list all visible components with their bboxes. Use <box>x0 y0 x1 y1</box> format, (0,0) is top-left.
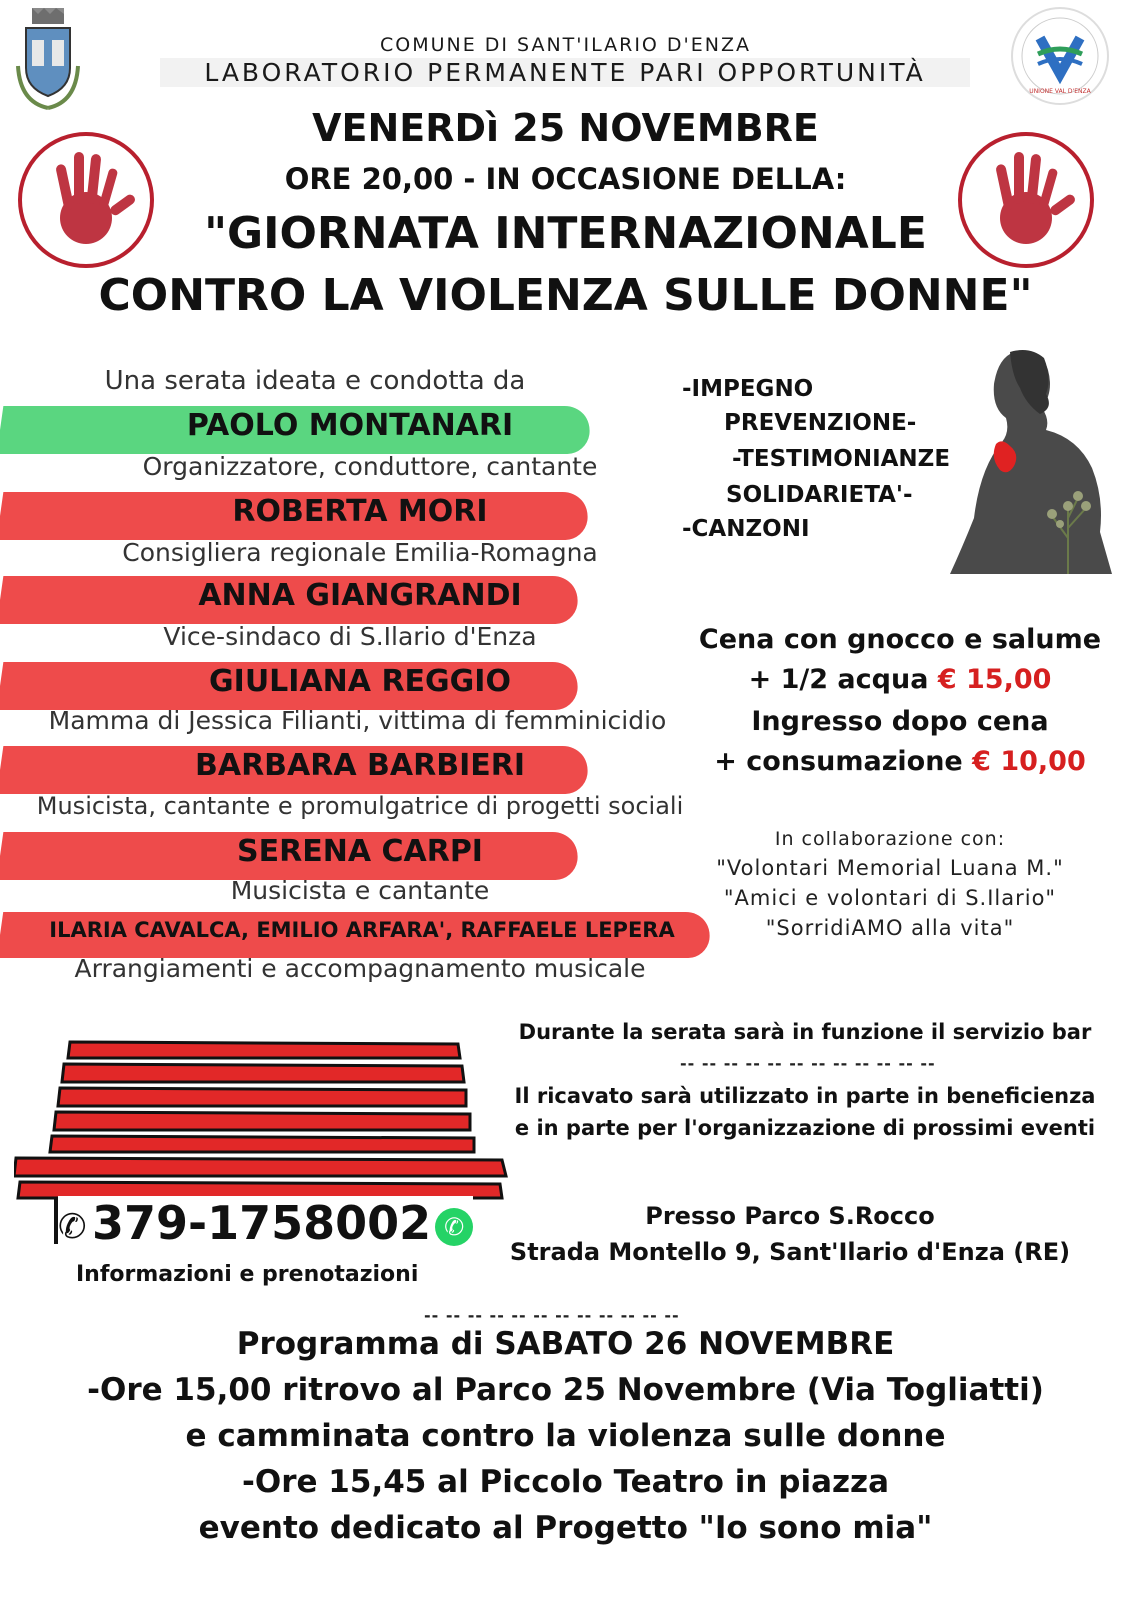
theme-item: SOLIDARIETA'- <box>726 482 913 508</box>
speaker-role: Arrangiamenti e accompagnamento musicale <box>74 954 646 983</box>
speaker-role: Vice-sindaco di S.Ilario d'Enza <box>163 622 537 651</box>
event-title-line1: "GIORNATA INTERNAZIONALE <box>204 208 927 259</box>
speaker-role: Consigliera regionale Emilia-Romagna <box>122 538 598 567</box>
saturday-line3: -Ore 15,45 al Piccolo Teatro in piazza <box>241 1464 890 1500</box>
theme-item: -CANZONI <box>682 516 810 542</box>
theme-item: -IMPEGNO <box>682 376 814 402</box>
speaker-name: ANNA GIANGRANDI <box>198 578 522 613</box>
speaker-name: ROBERTA MORI <box>232 494 488 529</box>
saturday-line1: -Ore 15,00 ritrovo al Parco 25 Novembre (Via Togliatti) <box>87 1372 1044 1408</box>
intro-text: Una serata ideata e condotta da <box>104 366 526 396</box>
speaker-name: ILARIA CAVALCA, EMILIO ARFARA', RAFFAELE LEPERA <box>49 918 675 942</box>
bar-info-line1: Durante la serata sarà in funzione il servizio bar <box>518 1020 1092 1044</box>
lab-name: LABORATORIO PERMANENTE PARI OPPORTUNITÀ <box>160 58 970 87</box>
bar-info-line2: Il ricavato sarà utilizzato in parte in beneficienza <box>514 1084 1096 1108</box>
price-line-entry: Ingresso dopo cena <box>751 706 1049 737</box>
speaker-role: Organizzatore, conduttore, cantante <box>142 452 598 481</box>
partner-item: "Amici e volontari di S.Ilario" <box>723 886 1057 910</box>
event-title-line2: CONTRO LA VIOLENZA SULLE DONNE" <box>98 270 1033 321</box>
saturday-heading: Programma di SABATO 26 NOVEMBRE <box>236 1326 895 1362</box>
saturday-line4: evento dedicato al Progetto "Io sono mia" <box>198 1510 933 1546</box>
price-entry-amount: € 10,00 <box>972 746 1086 777</box>
theme-item: -TESTIMONIANZE <box>732 446 951 472</box>
price-entry-desc: + consumazione <box>714 746 963 777</box>
event-time: ORE 20,00 - IN OCCASIONE DELLA: <box>284 162 847 196</box>
woman-silhouette-illustration <box>950 348 1128 590</box>
location-line2: Strada Montello 9, Sant'Ilario d'Enza (RE) <box>509 1238 1071 1266</box>
separator: -- -- -- -- -- -- -- -- -- -- -- -- <box>680 1054 936 1073</box>
theme-item: PREVENZIONE- <box>724 410 917 436</box>
speaker-name: GIULIANA REGGIO <box>209 664 511 699</box>
partner-item: "SorridiAMO alla vita" <box>765 916 1015 940</box>
contact-caption: Informazioni e prenotazioni <box>76 1262 419 1287</box>
unione-val-enza-logo <box>1008 4 1112 108</box>
speaker-role: Musicista e cantante <box>230 876 490 905</box>
municipality-name: COMUNE DI SANT'ILARIO D'ENZA <box>379 34 751 56</box>
price-dinner-desc: + 1/2 acqua <box>748 664 929 695</box>
separator: -- -- -- -- -- -- -- -- -- -- -- -- <box>424 1306 680 1325</box>
saturday-line2: e camminata contro la violenza sulle donne <box>185 1418 946 1454</box>
partner-item: "Volontari Memorial Luana M." <box>716 856 1064 880</box>
red-hand-icon-right <box>954 128 1098 272</box>
speaker-name: BARBARA BARBIERI <box>195 748 525 783</box>
red-hand-icon-left <box>14 128 158 272</box>
event-date: VENERDì 25 NOVEMBRE <box>312 106 819 150</box>
location-line1: Presso Parco S.Rocco <box>645 1202 935 1230</box>
price-line-entry-cost <box>690 746 1110 777</box>
unione-logo-text: UNIONE VAL D'ENZA <box>1029 88 1091 95</box>
municipal-crest-logo <box>10 6 86 114</box>
collaboration-label: In collaborazione con: <box>774 828 1006 850</box>
price-dinner-amount: € 15,00 <box>937 664 1052 695</box>
whatsapp-icon: ✆ <box>435 1208 473 1246</box>
speaker-name: PAOLO MONTANARI <box>186 408 514 443</box>
price-line-dinner-cost <box>690 664 1110 695</box>
speaker-role: Mamma di Jessica Filianti, vittima di femminicidio <box>48 706 667 735</box>
phone-number[interactable] <box>58 1196 473 1250</box>
phone-icon: ✆ <box>58 1206 87 1247</box>
speaker-role: Musicista, cantante e promulgatrice di progetti sociali <box>36 792 684 820</box>
phone-number-text: 379-1758002 <box>92 1196 432 1250</box>
bar-info-line3: e in parte per l'organizzazione di prossimi eventi <box>514 1116 1096 1140</box>
price-line-dinner: Cena con gnocco e salume <box>698 624 1102 655</box>
speaker-name: SERENA CARPI <box>237 834 483 869</box>
